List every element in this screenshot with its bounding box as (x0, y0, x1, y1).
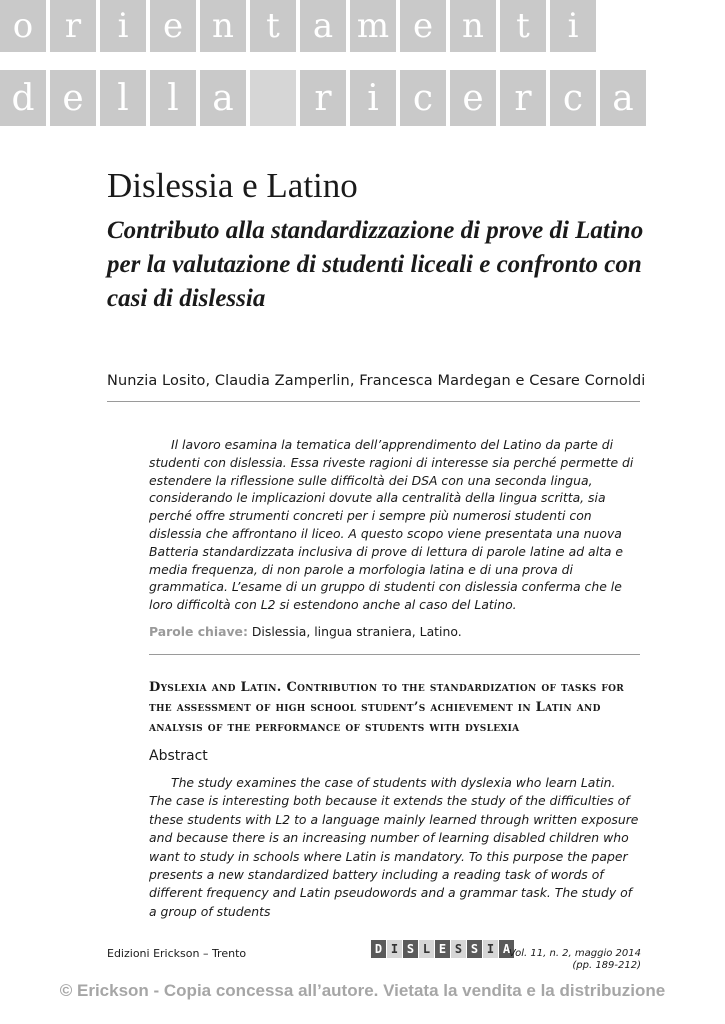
band2-letter: c (400, 70, 446, 126)
page-range: (pp. 189-212) (572, 960, 641, 971)
band1-letter: i (100, 0, 146, 52)
band1-letter: n (200, 0, 246, 52)
band2-letter: c (550, 70, 596, 126)
band2-letter: a (600, 70, 646, 126)
keywords (149, 624, 462, 639)
band2-letter: e (50, 70, 96, 126)
band2-letter: d (0, 70, 46, 126)
band1-letter: m (350, 0, 396, 52)
italian-abstract: Il lavoro esamina la tematica dell’apprendimento del Latino da parte di studenti con dislessia. Essa riveste ragioni di interesse sia perché permette di estendere la riflessione sulle difficoltà dei DSA con una seconda lingua, considerando le implicazioni dovute alla centralità della lingua scritta, sia perché offre strumenti concreti per i sempre più numerosi studenti con dislessia che affrontano il liceo. A questo scopo viene presentata una nuova Batteria standardizzata inclusiva di prove di lettura di parole latine ad alta e media frequenza, di non parole a morfologia latina e di una prova di grammatica. L’esame di un gruppo di studenti con dislessia conferma che le loro difficoltà con L2 si estendono anche al caso del Latino. (149, 437, 634, 613)
band2-letter: l (150, 70, 196, 126)
divider (149, 654, 640, 655)
article-title: Dislessia e Latino (107, 166, 358, 205)
band2-letter: a (200, 70, 246, 126)
english-abstract: The study examines the case of students with dyslexia who learn Latin. The case is interesting both because it extends the study of the difficulties of these students with L2 to a language mainly learned through written exposure and because there is an increasing number of learning disabled children who want to study in schools where Latin is mandatory. To this purpose the paper presents a new standardized battery including a reading task of words of different frequency and Latin pseudowords and a grammar task. The study of a group of students (149, 775, 639, 919)
band2-letter: l (100, 70, 146, 126)
volume-issue: Vol. 11, n. 2, maggio 2014 (508, 948, 641, 959)
logo-letter: S (451, 940, 466, 958)
band1-letter: o (0, 0, 46, 52)
band1-letter: e (150, 0, 196, 52)
logo-letter: L (419, 940, 434, 958)
volume-info (509, 948, 641, 972)
logo-letter: I (387, 940, 402, 958)
logo-letter: I (483, 940, 498, 958)
copyright-notice: © Erickson - Copia concessa all’autore. Vietata la vendita e la distribuzione (59, 981, 666, 1000)
logo-letter: D (371, 940, 386, 958)
publisher: Edizioni Erickson – Trento (107, 947, 247, 960)
band1-letter: t (500, 0, 546, 52)
band2-letter (250, 70, 296, 126)
band2-letter: r (500, 70, 546, 126)
english-title: Dyslexia and Latin. Contribution to the standardization of tasks for the assessment of high school student’s achievement in Latin and analysis of the performance of students with dyslexia (149, 680, 625, 735)
band1-letter: t (250, 0, 296, 52)
logo-letter: E (435, 940, 450, 958)
band1-letter: a (300, 0, 346, 52)
abstract-heading: Abstract (149, 748, 208, 764)
logo-letter: S (467, 940, 482, 958)
band1-letter: i (550, 0, 596, 52)
header-band-orientamenti (0, 0, 596, 52)
dislessia-journal-logo (371, 940, 514, 958)
band2-letter: r (300, 70, 346, 126)
band2-letter: i (350, 70, 396, 126)
band1-letter: r (50, 0, 96, 52)
band2-letter: e (450, 70, 496, 126)
logo-letter: A (499, 940, 514, 958)
keywords-label: Parole chiave: (149, 624, 248, 639)
header-band-della-ricerca (0, 70, 646, 126)
band1-letter: e (400, 0, 446, 52)
keywords-value: Dislessia, lingua straniera, Latino. (251, 624, 462, 639)
band1-letter: n (450, 0, 496, 52)
divider (107, 401, 640, 402)
article-authors: Nunzia Losito, Claudia Zamperlin, Francesca Mardegan e Cesare Cornoldi (107, 373, 646, 389)
logo-letter: S (403, 940, 418, 958)
article-subtitle: Contributo alla standardizzazione di prove di Latino per la valutazione di studenti liceali e confronto con casi di dislessia (107, 217, 644, 312)
